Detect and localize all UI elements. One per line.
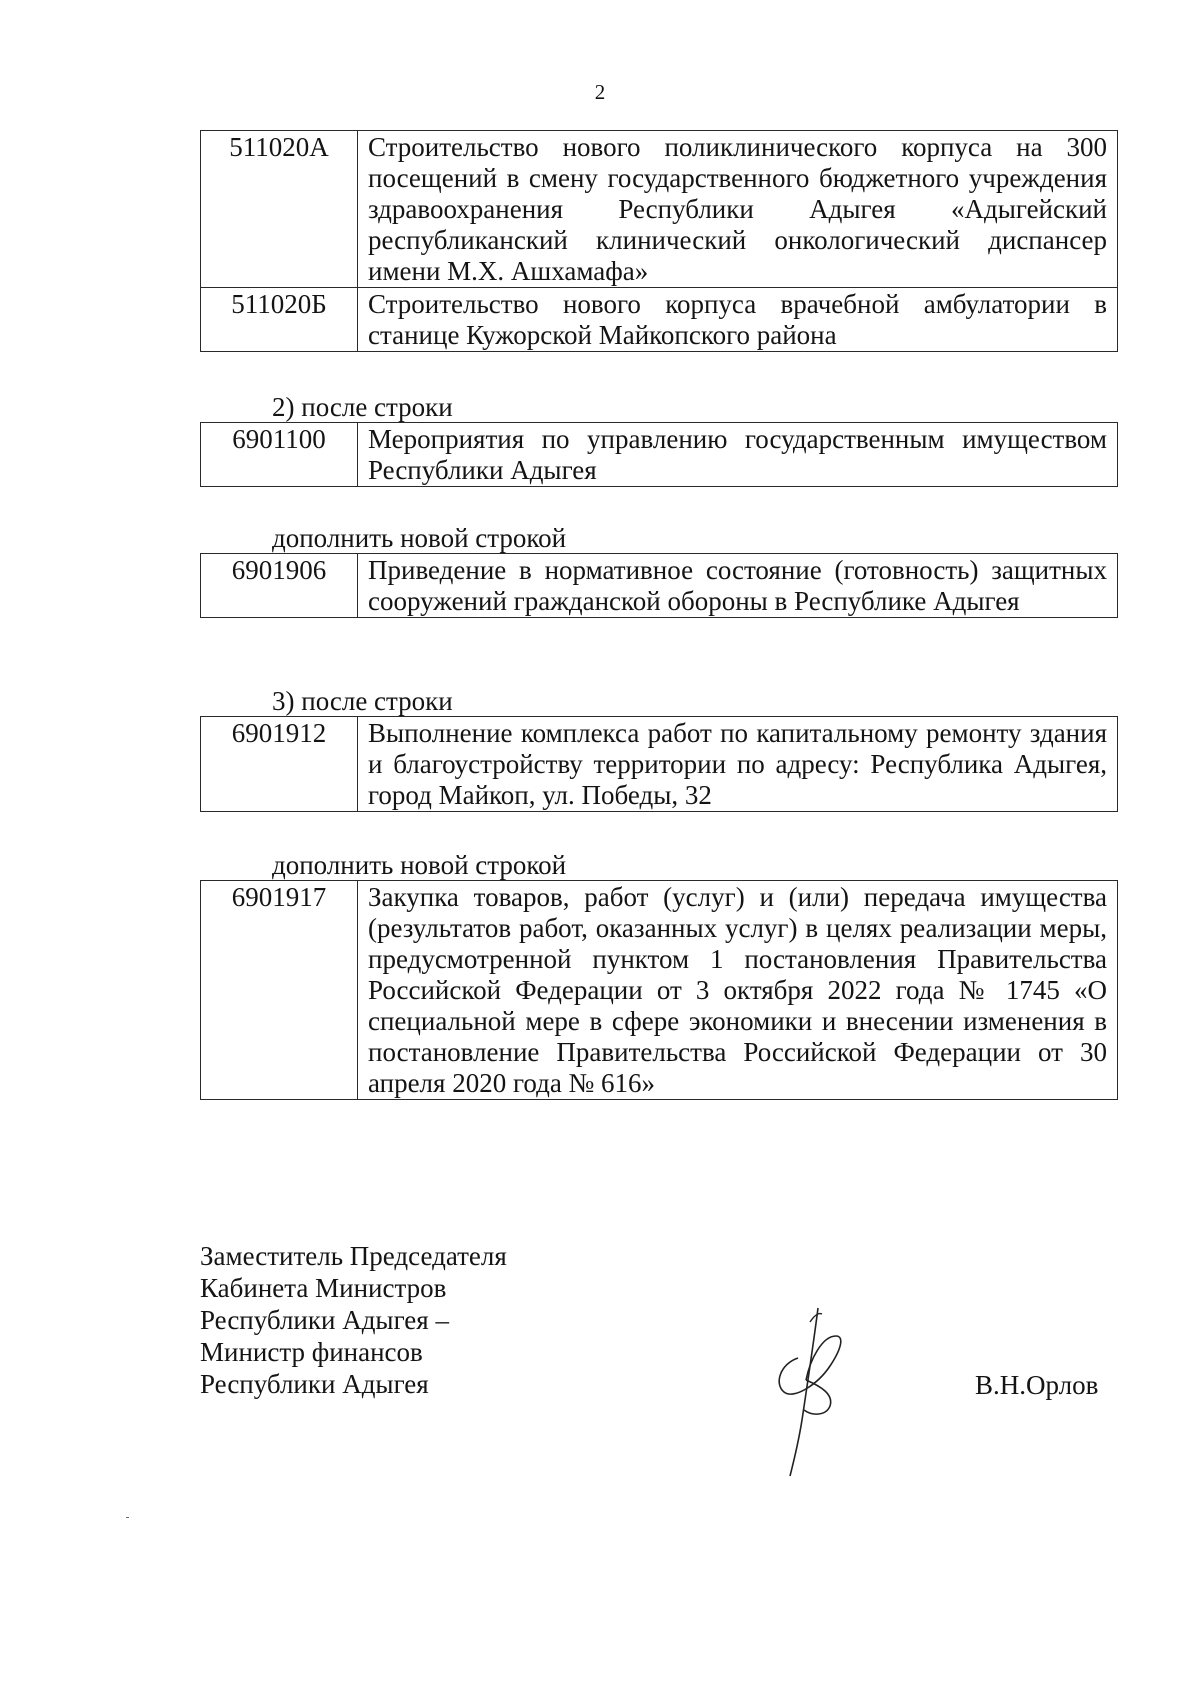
signatory-title-line: Кабинета Министров [200, 1273, 447, 1303]
budget-code: 6901917 [201, 881, 358, 1100]
budget-code-description: Приведение в нормативное состояние (готовность) защитных сооружений гражданской обороны в Республике Адыгея [358, 554, 1118, 618]
table-row [201, 131, 1118, 288]
section-3-add-intro: дополнить новой строкой [272, 850, 567, 880]
signatory-title-line: Республики Адыгея [200, 1369, 429, 1399]
budget-code: 511020А [201, 131, 358, 288]
handwritten-signature [760, 1300, 870, 1480]
table-row [201, 288, 1118, 352]
budget-code: 6901100 [201, 423, 358, 487]
table-row [201, 423, 1118, 487]
budget-code: 6901912 [201, 717, 358, 812]
signatory-title-line: Республики Адыгея – [200, 1305, 449, 1335]
budget-code-table-2 [200, 422, 1118, 487]
table-row [201, 881, 1118, 1100]
budget-code-table-1 [200, 130, 1118, 352]
section-2-add-intro: дополнить новой строкой [272, 523, 567, 553]
budget-code: 6901906 [201, 554, 358, 618]
signatory-title [200, 1240, 507, 1400]
budget-code-description: Строительство нового корпуса врачебной амбулатории в станице Кужорской Майкопского района [358, 288, 1118, 352]
signatory-title-line: Заместитель Председателя [200, 1241, 507, 1271]
scan-speck [126, 1517, 129, 1518]
signatory-title-line: Министр финансов [200, 1337, 423, 1367]
page-number: 2 [594, 80, 606, 104]
table-row [201, 554, 1118, 618]
budget-code-table-3 [200, 553, 1118, 618]
budget-code-table-4 [200, 716, 1118, 812]
budget-code-table-5 [200, 880, 1118, 1100]
budget-code-description: Строительство нового поликлинического корпуса на 300 посещений в смену государственного бюджетного учреждения здравоохранения Республики Адыгея «Адыгейский республиканский клинический онкологический диспансер имени М.Х. Ашхамафа» [358, 131, 1118, 288]
table-row [201, 717, 1118, 812]
signatory-name: В.Н.Орлов [975, 1370, 1099, 1400]
budget-code-description: Выполнение комплекса работ по капитальному ремонту здания и благоустройству территории по адресу: Республика Адыгея, город Майкоп, ул. Победы, 32 [358, 717, 1118, 812]
budget-code-description: Мероприятия по управлению государственным имуществом Республики Адыгея [358, 423, 1118, 487]
section-2-intro: 2) после строки [272, 392, 453, 422]
budget-code: 511020Б [201, 288, 358, 352]
budget-code-description: Закупка товаров, работ (услуг) и (или) передача имущества (результатов работ, оказанных услуг) в целях реализации меры, предусмотренной пунктом 1 постановления Правительства Российской Федерации от 3 октября 2022 года № 1745 «О специальной мере в сфере экономики и внесении изменения в постановление Правительства Российской Федерации от 30 апреля 2020 года № 616» [358, 881, 1118, 1100]
section-3-intro: 3) после строки [272, 686, 453, 716]
